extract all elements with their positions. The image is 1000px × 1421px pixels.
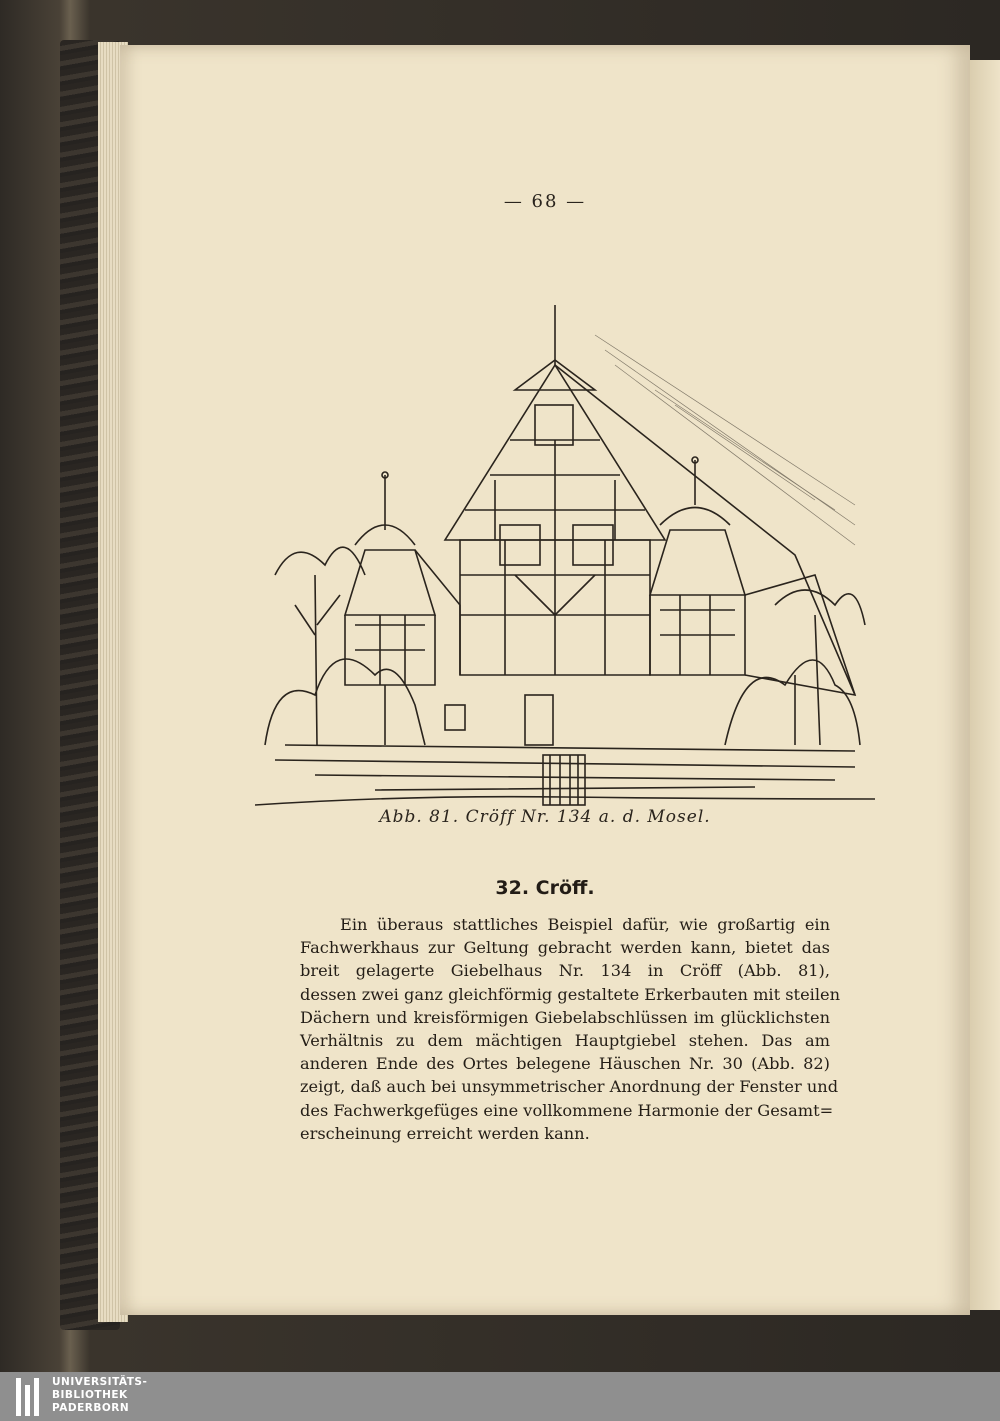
book-page [120,45,970,1315]
body-line: des Fachwerkgefüges eine vollkommene Harmonie der Gesamt= [300,1100,834,1120]
page-number: — 68 — [503,191,587,212]
section-heading: 32. Cröff. [495,877,595,899]
body-line: Fachwerkhaus zur Geltung gebracht werden kann, bietet das [300,938,830,958]
library-footer-bar [0,1372,1000,1421]
body-paragraph [300,913,841,1145]
body-line: erscheinung erreicht werden kann. [300,1123,590,1143]
facing-page-edge [968,60,1000,1310]
figure-caption: Abb. 81. Cröff Nr. 134 a. d. Mosel. [379,807,711,827]
logo-line: UNIVERSITÄTS- [52,1376,148,1388]
body-line: Dächern und kreisförmigen Giebelabschlüssen im glücklichsten [300,1007,830,1027]
logo-line: PADERBORN [52,1402,130,1414]
library-logo-text [52,1376,147,1415]
library-logo-icon [14,1375,44,1419]
body-line: Verhältnis zu dem mächtigen Hauptgiebel stehen. Das am [300,1031,830,1051]
body-line: zeigt, daß auch bei unsymmetrischer Anordnung der Fenster und [300,1077,839,1097]
house-illustration [255,275,875,845]
body-line: Ein überaus stattliches Beispiel dafür, wie großartig ein [340,915,830,934]
body-line: anderen Ende des Ortes belegene Häuschen Nr. 30 (Abb. 82) [300,1054,830,1074]
logo-line: BIBLIOTHEK [52,1389,128,1401]
body-line: dessen zwei ganz gleichförmig gestaltete Erkerbauten mit steilen [300,984,841,1004]
body-line: breit gelagerte Giebelhaus Nr. 134 in Cröff (Abb. 81), [300,961,830,981]
